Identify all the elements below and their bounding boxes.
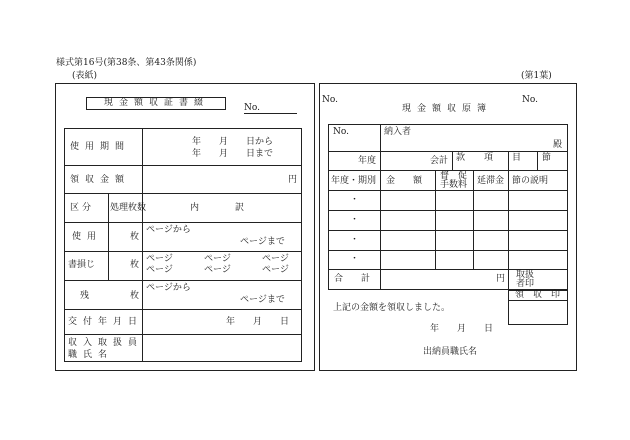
handler-2: 者印 [516,279,535,289]
receipt-stamp-label: 領 収 印 [515,290,561,300]
delivery-label: 交付年月日 [68,317,144,327]
page-label: (第1葉) [521,71,552,81]
spoil-page: ページ [146,265,173,275]
no-cell: No. [333,127,349,137]
use-page-from: ページから [146,225,191,235]
moku-label: 目 [512,153,522,163]
sum-label: 合 計 [334,274,371,284]
ledger-ymd: 年 月 日 [430,324,494,334]
use-mai: 枚 [130,232,140,242]
row-bullet: ・ [350,215,360,225]
kan-label: 款 [456,153,466,163]
amount-yen: 円 [288,175,298,185]
remain-mai: 枚 [130,291,140,301]
cover-label: (表紙) [72,71,98,81]
setsu-label: 節 [542,153,552,163]
spoil-label: 書損じ [68,260,96,270]
col-delay: 延滞金 [477,176,505,186]
spoil-page: ページ [262,254,289,264]
fiscal-year-label: 年度 [358,156,377,166]
delivery-ymd: 年 月 日 [226,317,290,327]
cover-no-label: No. [244,103,260,113]
spoil-page: ページ [204,254,231,264]
cover-no-underline [244,113,297,114]
col-year-class: 年度・期別 [331,176,377,186]
row-bullet: ・ [350,195,360,205]
col-tokusoku-1: 督 促 [440,171,468,181]
col-explain: 節の説明 [512,176,549,186]
kaikei-label: 会計 [430,156,449,166]
remain-page-from: ページから [146,283,191,293]
sum-yen: 円 [496,274,506,284]
dono: 殿 [553,140,563,150]
form-number: 様式第16号(第38条、第43条関係) [56,58,197,68]
date-from: 年 月 日から [192,137,274,147]
handler-label-1: 収入取扱員 [68,338,144,348]
cover-title: 現金額収証書綴 [104,98,210,108]
spoil-page: ページ [204,265,231,275]
handler-1: 取扱 [516,270,535,280]
kou-label: 項 [484,153,494,163]
use-label: 使用 [72,232,103,242]
amount-label: 領収金額 [70,175,131,185]
spoil-page: ページ [262,265,289,275]
col-tokusoku-2: 手数料 [440,180,468,190]
row-bullet: ・ [350,254,360,264]
spoil-page: ページ [146,254,173,264]
remain-label: 残 [80,291,90,301]
remain-page-to: ページまで [240,295,285,305]
use-page-to: ページまで [240,237,285,247]
payer-label: 納入者 [384,127,412,137]
statement: 上記の金額を領収しました。 [333,303,451,313]
count-label: 処理枚数 [110,203,147,213]
row-bullet: ・ [350,235,360,245]
date-to: 年 月 日まで [192,149,274,159]
period-label: 使用期間 [70,142,131,152]
ledger-table [328,124,568,290]
handler-label-2: 職氏名 [68,350,114,360]
detail-label: 内 訳 [190,203,245,213]
kubun-label: 区分 [70,203,95,213]
spoil-mai: 枚 [130,260,140,270]
col-amount: 金 額 [386,176,423,186]
ledger-no-left: No. [322,95,338,105]
ledger-title: 現金額収原簿 [402,104,493,114]
ledger-no-right: No. [522,95,538,105]
officer-label: 出納員職氏名 [423,347,478,357]
